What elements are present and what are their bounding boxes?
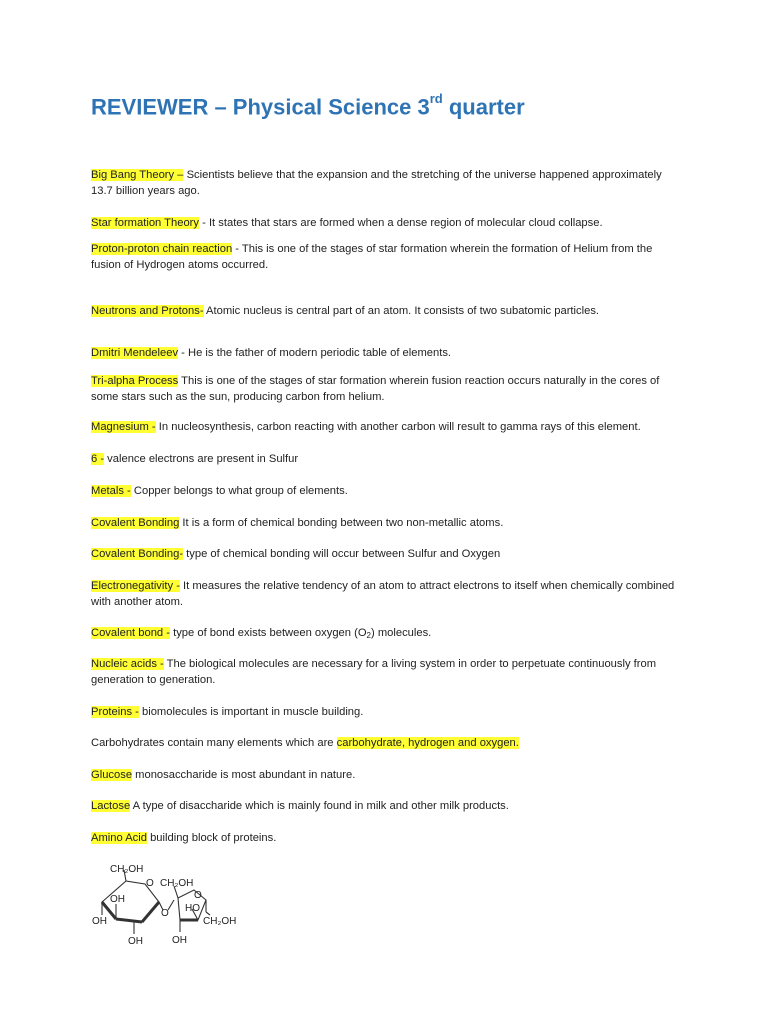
entry-glucose: Glucose monosaccharide is most abundant in nature. xyxy=(91,769,356,781)
term-highlight: Tri-alpha Process xyxy=(91,375,179,387)
label-ho: HO xyxy=(185,903,200,914)
label-oh: OH xyxy=(92,916,107,927)
term-highlight: Magnesium - xyxy=(91,421,156,433)
entry-lactose: Lactose A type of disaccharide which is mainly found in milk and other milk products. xyxy=(91,800,509,812)
entry-metals: Metals - Copper belongs to what group of elements. xyxy=(91,485,348,497)
entry-tri-alpha: Tri-alpha Process This is one of the stages of star formation wherein fusion reaction occurs naturally in the cores of some stars such as the sun, producing carbon from helium. xyxy=(91,375,660,403)
term-highlight: Nucleic acids - xyxy=(91,658,164,670)
entry-electronegativity: Electronegativity - It measures the relative tendency of an atom to attract electrons to itself when chemically combined with another atom. xyxy=(91,580,675,608)
label-oh: OH xyxy=(128,936,143,947)
entry-covalent-bonding: Covalent Bonding It is a form of chemical bonding between two non-metallic atoms. xyxy=(91,517,504,529)
term-highlight: Amino Acid xyxy=(91,832,147,844)
label-o: O xyxy=(146,878,154,889)
term-highlight: Dmitri Mendeleev xyxy=(91,347,179,359)
term-highlight: 6 - xyxy=(91,453,105,465)
entry-neutrons-protons: Neutrons and Protons- Atomic nucleus is central part of an atom. It consists of two subatomic particles. xyxy=(91,305,600,317)
term-highlight: Lactose xyxy=(91,800,131,812)
label-oh: OH xyxy=(110,894,125,905)
term-highlight: Glucose xyxy=(91,769,133,781)
term-highlight: carbohydrate, hydrogen and oxygen. xyxy=(336,737,519,749)
term-highlight: Big Bang Theory – xyxy=(91,169,184,181)
entry-proteins: Proteins - biomolecules is important in muscle building. xyxy=(91,706,364,718)
disaccharide-structure-diagram xyxy=(88,860,258,950)
term-highlight: Proteins - xyxy=(91,706,139,718)
page-title: REVIEWER – Physical Science 3rd quarter xyxy=(91,91,525,120)
term-highlight: Covalent bond - xyxy=(91,627,170,639)
entry-carbohydrates: Carbohydrates contain many elements which are carbohydrate, hydrogen and oxygen. xyxy=(91,737,519,749)
entry-big-bang: Big Bang Theory – Scientists believe that the expansion and the stretching of the universe happened approximately 13.7 billion years ago. xyxy=(91,169,662,197)
entry-valence-sulfur: 6 - valence electrons are present in Sulfur xyxy=(91,453,299,465)
entry-proton-chain: Proton-proton chain reaction - This is one of the stages of star formation wherein the formation of Helium from the fusion of Hydrogen atoms occurred. xyxy=(91,243,653,271)
label-ch2oh: CH₂OH xyxy=(160,878,194,889)
term-highlight: Neutrons and Protons- xyxy=(91,305,204,317)
term-highlight: Metals - xyxy=(91,485,131,497)
label-ch2oh: CH₂OH xyxy=(203,916,237,927)
subscript: 2 xyxy=(366,631,371,640)
entry-nucleic-acids: Nucleic acids - The biological molecules are necessary for a living system in order to perpetuate continuously from generation to generation. xyxy=(91,658,657,686)
term-highlight: Covalent Bonding- xyxy=(91,548,184,560)
entry-covalent-bond-oxygen: Covalent bond - type of bond exists between oxygen $(O_2)$ molecules. xyxy=(91,627,432,640)
entry-magnesium: Magnesium - In nucleosynthesis, carbon reacting with another carbon will result to gamma rays of this element. xyxy=(91,421,641,433)
term-highlight: Electronegativity - xyxy=(91,580,180,592)
entry-mendeleev: Dmitri Mendeleev - He is the father of modern periodic table of elements. xyxy=(91,347,452,359)
label-oh: OH xyxy=(172,935,187,946)
entry-amino-acid: Amino Acid building block of proteins. xyxy=(91,832,277,844)
entry-covalent-sulfur-oxygen: Covalent Bonding- type of chemical bonding will occur between Sulfur and Oxygen xyxy=(91,548,501,560)
label-o: O xyxy=(161,908,169,919)
term-highlight: Star formation Theory xyxy=(91,217,199,229)
term-highlight: Covalent Bonding xyxy=(91,517,180,529)
title-superscript: rd xyxy=(429,91,443,106)
term-highlight: Proton-proton chain reaction xyxy=(91,243,233,255)
label-ch2oh: CH₂OH xyxy=(110,864,144,875)
label-o: O xyxy=(194,890,202,901)
entry-star-formation: Star formation Theory - It states that stars are formed when a dense region of molecular cloud collapse. xyxy=(91,217,603,229)
